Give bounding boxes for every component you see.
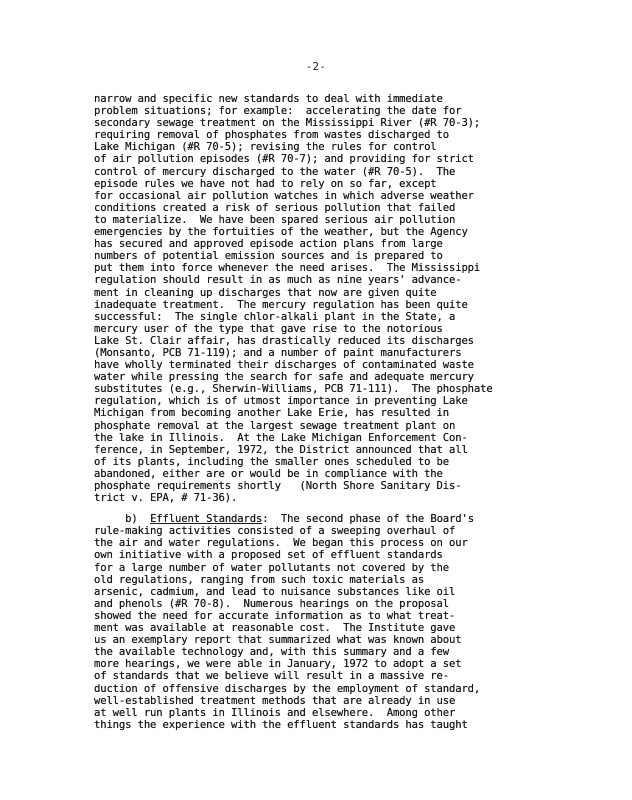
text-line: more hearings, we were able in January, 1972 to adopt a set: [94, 658, 462, 671]
body-text: [94, 93, 614, 731]
text-line: has secured and approved episode action plans from large: [94, 238, 443, 251]
text-line: rule-making activities consisted of a sweeping overhaul of: [94, 525, 456, 538]
text-line: for occasional air pollution watches in which adverse weather: [94, 189, 474, 202]
text-line: the air and water regulations. We began this process on our: [94, 537, 468, 550]
text-line: and phenols (#R 70-8). Numerous hearings on the proposal: [94, 597, 449, 610]
text-line: conditions created a risk of serious pollution that failed: [94, 201, 456, 214]
text-line: abandoned, either are or would be in compliance with the: [94, 467, 443, 480]
section-heading-effluent-standards: Effluent Standards: [150, 513, 263, 526]
text-line: ment was available at reasonable cost. The Institute gave: [94, 622, 456, 635]
paragraph-b: [94, 513, 614, 731]
text-line: trict v. EPA, # 71-36).: [94, 492, 238, 505]
text-line: things the experience with the effluent standards has taught: [94, 718, 468, 731]
text-line: own initiative with a proposed set of effluent standards: [94, 549, 443, 562]
text-line: at well run plants in Illinois and elsewhere. Among other: [94, 706, 456, 719]
text-line: showed the need for accurate information as to what treat-: [94, 609, 456, 622]
text-line: substitutes (e.g., Sherwin-Williams, PCB 71-111). The phosphate: [94, 383, 493, 396]
text-line: regulation, which is of utmost importance in preventing Lake: [94, 395, 468, 408]
text-line: of standards that we believe will result in a massive re-: [94, 670, 449, 683]
text-line: put them into force whenever the need arises. The Mississippi: [94, 262, 481, 275]
text-line: ference, in September, 1972, the District announced that all: [94, 443, 468, 456]
text-line: requiring removal of phosphates from wastes discharged to: [94, 129, 449, 142]
text-line: (Monsanto, PCB 71-119); and a number of paint manufacturers: [94, 346, 462, 359]
text-line: problem situations; for example: accelerating the date for: [94, 105, 462, 118]
paragraph-b-label: b): [125, 513, 138, 526]
text-line: of air pollution episodes (#R 70-7); and providing for strict: [94, 153, 474, 166]
paragraph-b-first-line: [94, 513, 614, 525]
paragraph-b-lines: [94, 525, 614, 731]
text-line: Lake St. Clair affair, has drastically reduced its discharges: [94, 334, 474, 347]
paragraph-gap: [94, 504, 614, 513]
text-line: narrow and specific new standards to deal with immediate: [94, 93, 443, 105]
text-line: to materialize. We have been spared serious air pollution: [94, 213, 456, 226]
text-line: secondary sewage treatment on the Mississippi River (#R 70-3);: [94, 117, 481, 130]
text-line: Michigan from becoming another Lake Erie, has resulted in: [94, 407, 449, 420]
text-line: phosphate removal at the largest sewage treatment plant on: [94, 419, 456, 432]
text-line: of its plants, including the smaller ones scheduled to be: [94, 455, 449, 468]
text-line: ment in cleaning up discharges that now are given quite: [94, 286, 437, 299]
text-line: for a large number of water pollutants not covered by the: [94, 561, 449, 574]
text-line: inadequate treatment. The mercury regulation has been quite: [94, 298, 468, 311]
page-number: -2-: [305, 61, 327, 73]
text-line: regulation should result in as much as nine years' advance-: [94, 274, 462, 287]
text-line: episode rules we have not had to rely on so far, except: [94, 177, 437, 190]
text-line: Lake Michigan (#R 70-5); revising the rules for control: [94, 141, 437, 154]
text-line: phosphate requirements shortly (North Shore Sanitary Dis-: [94, 480, 462, 492]
text-line: mercury user of the type that gave rise to the notorious: [94, 322, 443, 335]
text-line: well-established treatment methods that are already in use: [94, 694, 456, 707]
paragraph-b-first-line-text: : The second phase of the Board's: [262, 513, 474, 526]
text-line: emergencies by the fortuities of the weather, but the Agency: [94, 226, 468, 239]
text-line: control of mercury discharged to the water (#R 70-5). The: [94, 165, 456, 178]
text-line: us an exemplary report that summarized what was known about: [94, 634, 462, 647]
text-line: duction of offensive discharges by the employment of standard,: [94, 682, 481, 695]
text-line: the lake in Illinois. At the Lake Michigan Enforcement Con-: [94, 431, 468, 444]
text-line: successful: The single chlor-alkali plant in the State, a: [94, 310, 456, 323]
text-line: numbers of potential emission sources and is prepared to: [94, 250, 443, 263]
text-line: have wholly terminated their discharges of contaminated waste: [94, 359, 474, 372]
text-line: old regulations, ranging from such toxic materials as: [94, 573, 425, 586]
paragraph-a: [94, 93, 614, 504]
text-line: arsenic, cadmium, and lead to nuisance substances like oil: [94, 585, 456, 598]
text-line: the available technology and, with this summary and a few: [94, 646, 449, 659]
text-line: water while pressing the search for safe and adequate mercury: [94, 371, 474, 384]
